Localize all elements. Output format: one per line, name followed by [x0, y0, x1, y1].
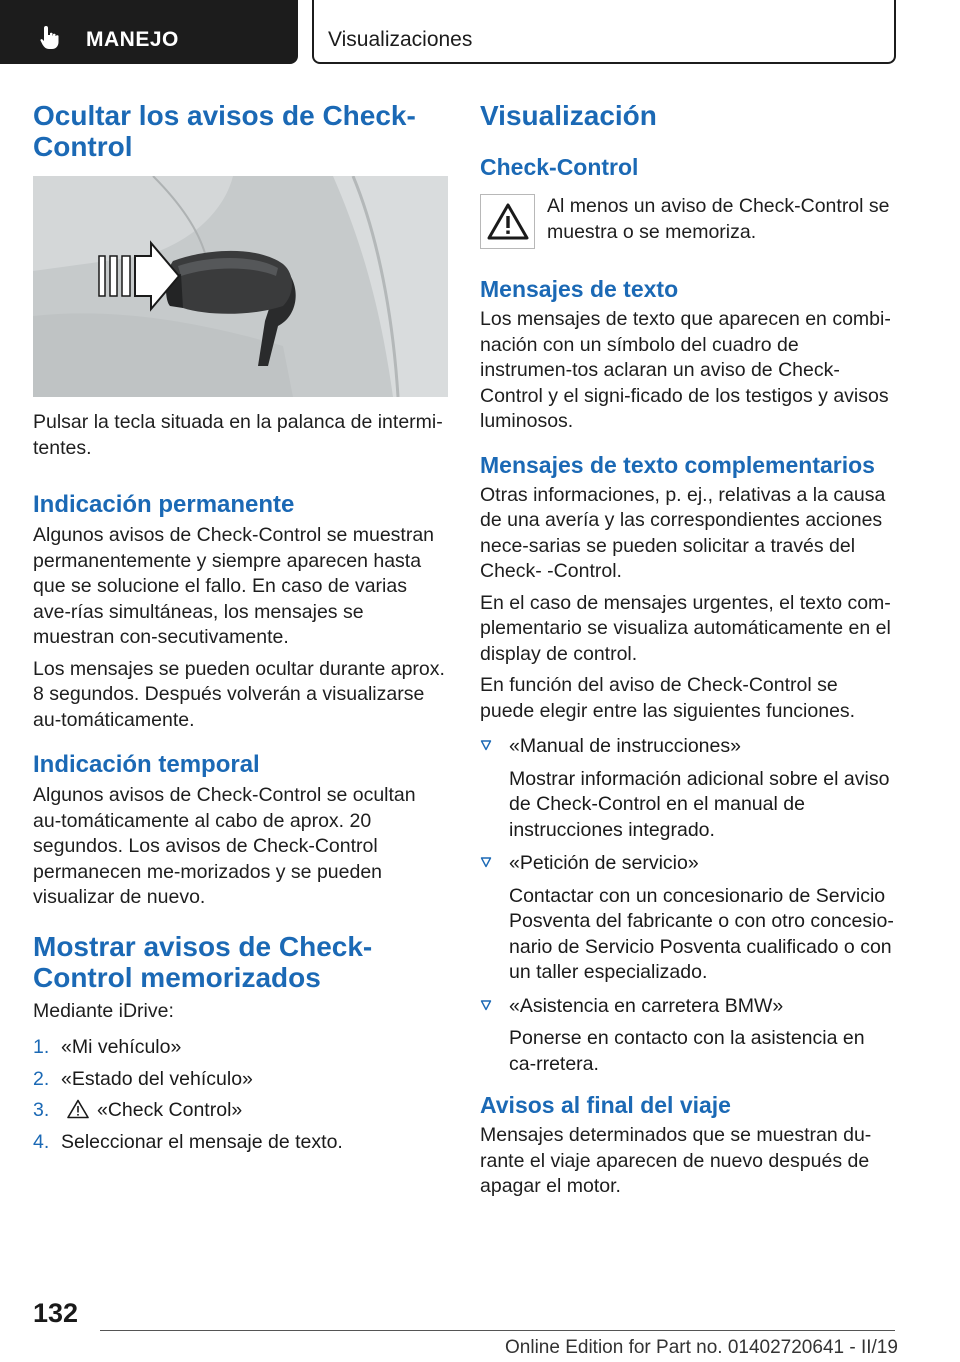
warning-triangle-icon: [67, 1099, 89, 1119]
section-tab: [0, 0, 298, 64]
paragraph-end-of-trip: Mensajes determinados que se muestran du-rante el viaje aparecen de nuevo después de apagar el motor.: [480, 1124, 872, 1197]
list-item: [33, 1067, 448, 1093]
page-number: 132: [33, 1298, 79, 1328]
heading-hide-warnings: Ocultar los avisos de Check-Control: [33, 100, 416, 162]
check-control-note: [480, 194, 895, 249]
paragraph-permanent-2: Los mensajes se pueden ocultar durante aprox. 8 segundos. Después volverán a visualizarse au-tomáticamente.: [33, 657, 445, 731]
chapter-title: Visualizaciones: [328, 28, 473, 51]
warning-box: [480, 194, 535, 249]
warning-triangle-icon: [486, 202, 530, 242]
heading-temporal: Indicación temporal: [33, 751, 260, 778]
option-description: Ponerse en contacto con la asistencia en ca-rretera.: [509, 1027, 865, 1075]
list-item: [480, 851, 895, 986]
list-item: [33, 1098, 448, 1124]
page-header: [0, 0, 960, 66]
step-number: 4.: [33, 1130, 50, 1153]
heading-supplementary: Mensajes de texto complementarios: [480, 451, 875, 478]
paragraph-temporal: Algunos avisos de Check-Control se ocultan au-tomáticamente al cabo de aprox. 20 segundos. Los avisos de Check-Control permanecen me-morizados y se pueden visualizar de nuevo.: [33, 784, 416, 908]
list-item: [33, 1035, 448, 1061]
paragraph-supplementary-3: En función del aviso de Check-Control se puede elegir entre las siguientes funciones.: [480, 674, 856, 722]
option-title: «Manual de instrucciones»: [509, 735, 741, 757]
heading-check-control: Check-Control: [480, 154, 639, 180]
heading-end-of-trip: Avisos al final del viaje: [480, 1092, 731, 1118]
bullet-triangle-icon: [480, 994, 509, 1078]
heading-show-stored: Mostrar avisos de Check-Control memorizados: [33, 930, 373, 993]
left-column: [33, 100, 448, 1161]
paragraph-check-control: Al menos un aviso de Check-Control se muestra o se memoriza.: [547, 195, 890, 243]
section-title: MANEJO: [86, 28, 179, 51]
heading-text-messages: Mensajes de texto: [480, 276, 679, 302]
option-description: Contactar con un concesionario de Servicio Posventa del fabricante o con otro concesio-nario de Servicio Posventa cualificado o con un taller especializado.: [509, 884, 894, 983]
step-text: «Mi vehículo»: [61, 1036, 182, 1058]
list-item: [480, 994, 895, 1078]
step-number: 3.: [33, 1099, 50, 1121]
list-item: [480, 734, 895, 843]
lever-illustration: [33, 176, 448, 397]
option-title: «Asistencia en carretera BMW»: [509, 994, 784, 1017]
heading-display: Visualización: [480, 100, 657, 131]
bullet-triangle-icon: [480, 734, 509, 843]
footer-divider: [100, 1330, 895, 1331]
edition-text: Online Edition for Part no. 01402720641 - II/19: [505, 1337, 898, 1358]
chapter-tab: [312, 0, 896, 64]
step-text: Seleccionar el mensaje de texto.: [61, 1130, 343, 1153]
heading-permanent: Indicación permanente: [33, 491, 295, 518]
paragraph-permanent-1: Algunos avisos de Check-Control se muestran permanentemente y siempre aparecen hasta que se solucione el fallo. En caso de varias ave-rías simultáneas, los mensajes se muestran con-secutivamente.: [33, 524, 435, 648]
option-description: Mostrar información adicional sobre el aviso de Check-Control en el manual de instrucciones integrado.: [509, 767, 890, 841]
steps-list: [33, 1035, 448, 1155]
footer-edition: [505, 1337, 898, 1359]
step-number: 2.: [33, 1067, 50, 1090]
list-item: [33, 1130, 448, 1156]
paragraph-hide: Pulsar la tecla situada en la palanca de intermi-tentes.: [33, 411, 443, 459]
paragraph-text-messages: Los mensajes de texto que aparecen en combi-nación con un símbolo del cuadro de instrumen-tos aclaran un aviso de Check-Control y el signi-ficado de los testigos y avisos luminosos.: [480, 308, 891, 432]
step-text: «Estado del vehículo»: [61, 1067, 253, 1090]
option-title: «Petición de servicio»: [509, 852, 699, 874]
paragraph-idrive: Mediante iDrive:: [33, 999, 174, 1022]
hand-pointer-icon: [38, 24, 64, 50]
turn-signal-lever-figure: [33, 176, 448, 397]
functions-list: [480, 734, 895, 1077]
paragraph-supplementary-2: En el caso de mensajes urgentes, el texto com-plementario se visualiza automáticamente en el display de control.: [480, 591, 891, 665]
paragraph-supplementary-1: Otras informaciones, p. ej., relativas a la causa de una avería y las correspondientes acciones nece-sarias se pueden solicitar a través del Check- -Control.: [480, 483, 886, 582]
bullet-triangle-icon: [480, 851, 509, 986]
right-column: [480, 100, 895, 1200]
step-number: 1.: [33, 1036, 50, 1058]
step-text: «Check Control»: [97, 1099, 243, 1121]
